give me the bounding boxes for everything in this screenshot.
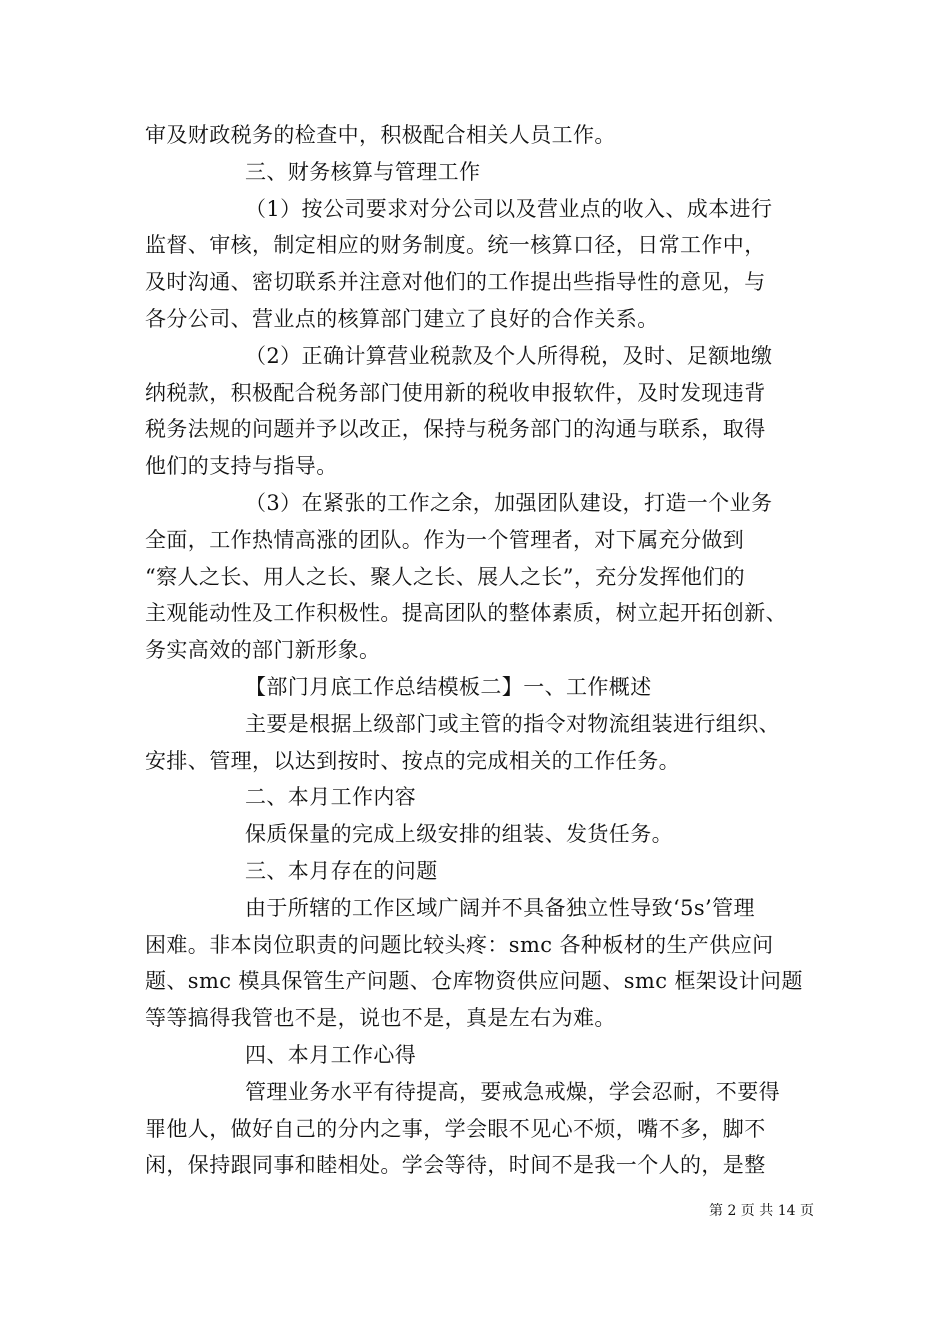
text-line: 纳税款，积极配合税务部门使用新的税收申报软件，及时发现违背 <box>145 380 766 405</box>
text-line: 保质保量的完成上级安排的组装、发货任务。 <box>245 822 673 847</box>
text-line: 题、smc 模具保管生产问题、仓库物资供应问题、smc 框架设计问题 <box>145 969 803 994</box>
text-line: 二、本月工作内容 <box>245 785 417 810</box>
text-line: （1）按公司要求对分公司以及营业点的收入、成本进行 <box>245 196 773 221</box>
text-line: （3）在紧张的工作之余，加强团队建设，打造一个业务 <box>245 490 773 515</box>
text-line: 他们的支持与指导。 <box>145 454 338 479</box>
text-line: 务实高效的部门新形象。 <box>145 638 381 663</box>
text-line: 各分公司、营业点的核算部门建立了良好的合作关系。 <box>145 306 659 331</box>
text-line: 税务法规的问题并予以改正，保持与税务部门的沟通与联系，取得 <box>145 417 766 442</box>
text-line: 监督、审核，制定相应的财务制度。统一核算口径，日常工作中， <box>145 233 766 258</box>
document-body <box>145 117 825 1184</box>
text-line: 困难。非本岗位职责的问题比较头疼：smc 各种板材的生产供应问 <box>145 932 774 957</box>
text-line: 四、本月工作心得 <box>245 1042 417 1067</box>
text-line: （2）正确计算营业税款及个人所得税，及时、足额地缴 <box>245 343 773 368</box>
text-line: 等等搞得我管也不是，说也不是，真是左右为难。 <box>145 1006 616 1031</box>
text-line: 审及财政税务的检查中，积极配合相关人员工作。 <box>145 123 616 147</box>
text-line: 由于所辖的工作区域广阔并不具备独立性导致‘5s’管理 <box>245 895 755 920</box>
text-line: 及时沟通、密切联系并注意对他们的工作提出些指导性的意见，与 <box>145 270 766 295</box>
text-line: 全面，工作热情高涨的团队。作为一个管理者，对下属充分做到 <box>145 527 745 552</box>
text-line: 主要是根据上级部门或主管的指令对物流组装进行组织、 <box>245 711 780 736</box>
text-line: 【部门月底工作总结模板二】一、工作概述 <box>245 674 652 699</box>
text-line: 管理业务水平有待提高，要戒急戒燥，学会忍耐，不要得 <box>245 1079 780 1104</box>
text-line: 三、财务核算与管理工作 <box>245 159 481 184</box>
text-line: 三、本月存在的问题 <box>245 858 438 883</box>
text-line: 罪他人，做好自己的分内之事，学会眼不见心不烦，嘴不多，脚不 <box>145 1116 766 1141</box>
text-line: “察人之长、用人之长、聚人之长、展人之长”，充分发挥他们的 <box>145 564 746 589</box>
text-line: 安排、管理，以达到按时、按点的完成相关的工作任务。 <box>145 748 680 773</box>
page-footer: 第 2 页 共 14 页 <box>709 1203 814 1219</box>
text-line: 主观能动性及工作积极性。提高团队的整体素质，树立起开拓创新、 <box>145 601 787 626</box>
text-line: 闲，保持跟同事和睦相处。学会等待，时间不是我一个人的，是整 <box>145 1153 766 1178</box>
